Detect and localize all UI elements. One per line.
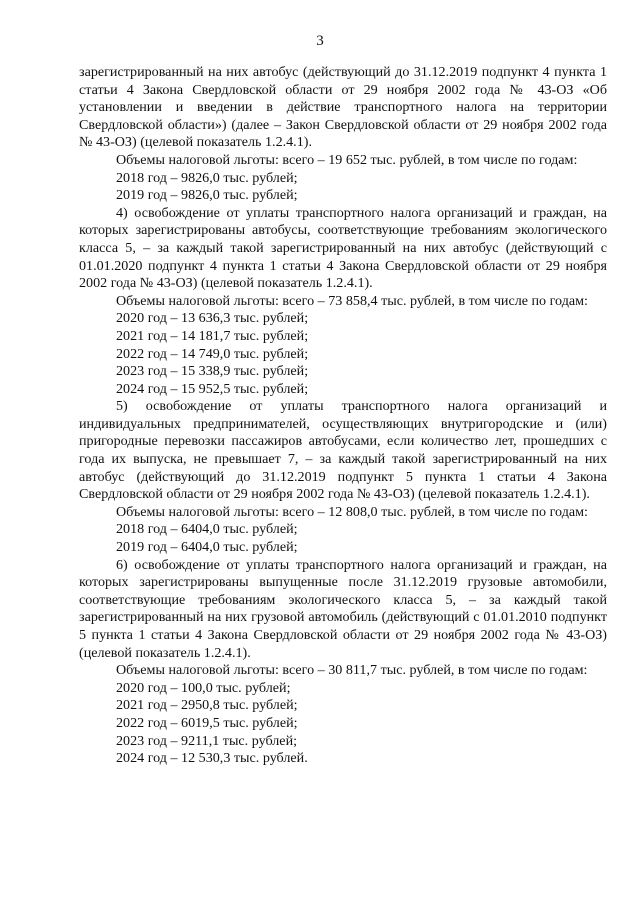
year-amount-line: 2024 год – 12 530,3 тыс. рублей. [116, 750, 308, 767]
year-amount-line: 2019 год – 6404,0 тыс. рублей; [116, 539, 298, 556]
year-amount-line: 2022 год – 6019,5 тыс. рублей; [116, 714, 298, 731]
year-amount-line: 2023 год – 9211,1 тыс. рублей; [116, 732, 298, 749]
year-amount-line: 2021 год – 14 181,7 тыс. рублей; [116, 327, 309, 344]
year-amount-line: 2019 год – 9826,0 тыс. рублей; [116, 187, 298, 204]
year-amount-line: 2020 год – 100,0 тыс. рублей; [116, 679, 291, 696]
page-number: 3 [316, 33, 324, 49]
paragraph: Объемы налоговой льготы: всего – 12 808,0 тыс. рублей, в том числе по годам: [116, 503, 588, 520]
paragraph: 5) освобождение от уплаты транспортного налога организаций и индивидуальных предпринимателей, осуществляющих внутригородские и (или) пригородные перевозки пассажиров автобусами, если количество лет, прошедших с года их выпуска, не превышает 7, – за каждый такой зарегистрированный на них автобус (действующий до 31.12.2019 подпункт 5 пункта 1 статьи 4 Закона Свердловской области от 29 ноября 2002 года № 43-ОЗ) (целевой показатель 1.2.4.1). [79, 398, 607, 503]
paragraph: Объемы налоговой льготы: всего – 19 652 тыс. рублей, в том числе по годам: [116, 151, 578, 168]
year-amount-line: 2022 год – 14 749,0 тыс. рублей; [116, 345, 309, 362]
year-amount-line: 2024 год – 15 952,5 тыс. рублей; [116, 380, 309, 397]
year-amount-line: 2018 год – 9826,0 тыс. рублей; [116, 169, 298, 186]
year-amount-line: 2020 год – 13 636,3 тыс. рублей; [116, 310, 309, 327]
year-amount-line: 2018 год – 6404,0 тыс. рублей; [116, 521, 298, 538]
paragraph: 6) освобождение от уплаты транспортного налога организаций и граждан, на которых зарегистрированы выпущенные после 31.12.2019 грузовые автомобили, соответствующие требованиям экологического класса 5, – за каждый такой зарегистрированный на них грузовой автомобиль (действующий с 01.01.2010 подпункт 5 пункта 1 статьи 4 Закона Свердловской области от 29 ноября 2002 года № 43-ОЗ) (целевой показатель 1.2.4.1). [79, 556, 607, 661]
paragraph: Объемы налоговой льготы: всего – 30 811,7 тыс. рублей, в том числе по годам: [116, 662, 588, 679]
paragraph: 4) освобождение от уплаты транспортного налога организаций и граждан, на которых зарегистрированы автобусы, соответствующие требованиям экологического класса 5, – за каждый такой зарегистрированный на них автобус (действующий с 01.01.2020 подпункт 4 пункта 1 статьи 4 Закона Свердловской области от 29 ноября 2002 года № 43-ОЗ) (целевой показатель 1.2.4.1). [79, 204, 607, 292]
document-body [79, 64, 607, 768]
year-amount-line: 2021 год – 2950,8 тыс. рублей; [116, 697, 298, 714]
paragraph: зарегистрированный на них автобус (действующий до 31.12.2019 подпункт 4 пункта 1 статьи 4 Закона Свердловской области от 29 ноября 2002 года № 43-ОЗ «Об установлении и введении в действие транспортного налога на территории Свердловской области») (далее – Закон Свердловской области от 29 ноября 2002 года № 43-ОЗ) (целевой показатель 1.2.4.1). [79, 64, 607, 151]
year-amount-line: 2023 год – 15 338,9 тыс. рублей; [116, 363, 309, 380]
paragraph: Объемы налоговой льготы: всего – 73 858,4 тыс. рублей, в том числе по годам: [116, 292, 588, 309]
